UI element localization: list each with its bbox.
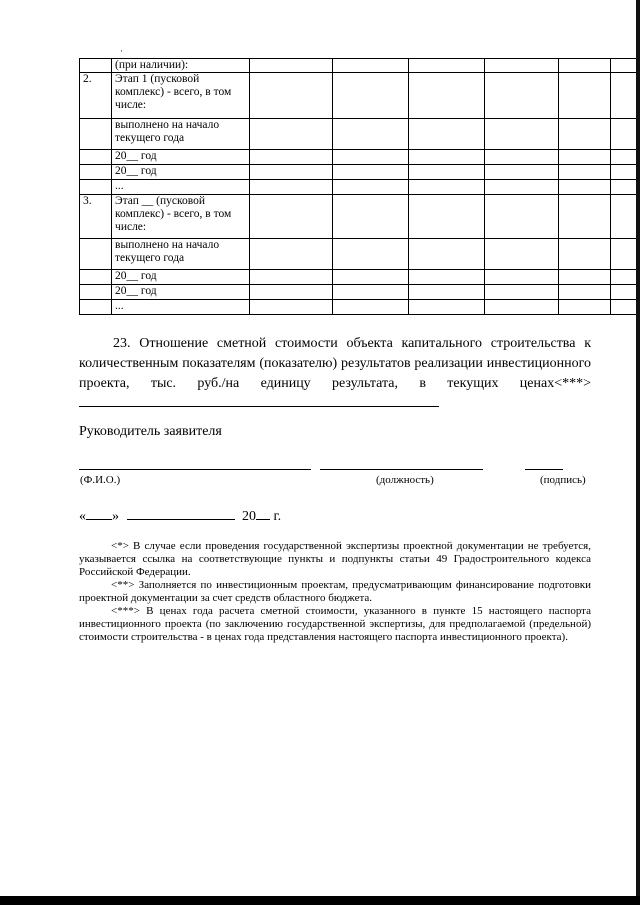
year-blank [256, 507, 270, 520]
row-label: Этап 1 (пусковой комплекс) - всего, в том числе: [112, 73, 250, 119]
footnotes [79, 540, 591, 644]
row-number [80, 165, 112, 180]
table-row [80, 195, 640, 239]
item-23-blank [79, 394, 439, 407]
fio-line [79, 469, 311, 470]
fio-label: (Ф.И.О.) [80, 474, 121, 486]
row-label: 20__ год [112, 270, 250, 285]
row-number: 3. [80, 195, 112, 239]
footnote-3: <***> В ценах года расчета сметной стоимости, указанного в пункте 15 настоящего паспорта инвестиционного проекта (по заключению государственной экспертизы, для предполагаемой (предельной) стоимости строительства - в ценах года представления настоящего паспорта инвестиционного проекта). [79, 605, 591, 643]
year-suffix: г. [270, 509, 282, 524]
table-row [80, 73, 640, 119]
row-label: 20__ год [112, 165, 250, 180]
table-row [80, 270, 640, 285]
table-row [80, 239, 640, 270]
row-number [80, 270, 112, 285]
item-23-paragraph [79, 334, 591, 414]
row-number [80, 239, 112, 270]
table-row [80, 150, 640, 165]
date-close-quote: » [112, 509, 119, 524]
date-open-quote: « [79, 509, 86, 524]
signature-heading: Руководитель заявителя [79, 424, 222, 439]
table-row [80, 165, 640, 180]
position-line [320, 469, 483, 470]
table-row [80, 119, 640, 150]
row-label: ... [112, 180, 250, 195]
scan-bottom-edge [0, 896, 640, 905]
row-number [80, 180, 112, 195]
row-label: ... [112, 300, 250, 315]
row-number [80, 150, 112, 165]
row-label: 20__ год [112, 285, 250, 300]
footnote-1: <*> В случае если проведения государственной экспертизы проектной документации не требуется, указывается ссылка на соответствующие пункты и подпункты статьи 49 Градостроительного кодекса Российской Федерации. [79, 540, 591, 578]
sign-line [525, 469, 563, 470]
year-prefix: 20 [242, 509, 256, 524]
row-label: выполнено на начало текущего года [112, 239, 250, 270]
row-label: выполнено на начало текущего года [112, 119, 250, 150]
row-label: (при наличии): [112, 59, 250, 73]
sign-label: (подпись) [540, 474, 586, 486]
footnote-2: <**> Заполняется по инвестиционным проектам, предусматривающим финансирование подготовки проектной документации за счет средств областного бюджета. [79, 579, 591, 604]
stages-table [79, 58, 640, 315]
row-label: Этап __ (пусковой комплекс) - всего, в том числе: [112, 195, 250, 239]
position-label: (должность) [376, 474, 434, 486]
row-number [80, 119, 112, 150]
date-line [79, 507, 281, 525]
scan-edge [636, 0, 640, 905]
row-number [80, 300, 112, 315]
table-row [80, 180, 640, 195]
table-row [80, 59, 640, 73]
table-row [80, 300, 640, 315]
row-number: 2. [80, 73, 112, 119]
item-23-text: 23. Отношение сметной стоимости объекта капитального строительства к количественным показателям (показателю) результатов реализации инвестиционного проекта, тыс. руб./на единицу результата, в текущих ценах<***> [79, 336, 591, 391]
row-number [80, 285, 112, 300]
row-label: 20__ год [112, 150, 250, 165]
day-blank [86, 507, 112, 520]
month-blank [127, 507, 235, 520]
scan-dot: · [120, 46, 123, 56]
row-number [80, 59, 112, 73]
table-row [80, 285, 640, 300]
